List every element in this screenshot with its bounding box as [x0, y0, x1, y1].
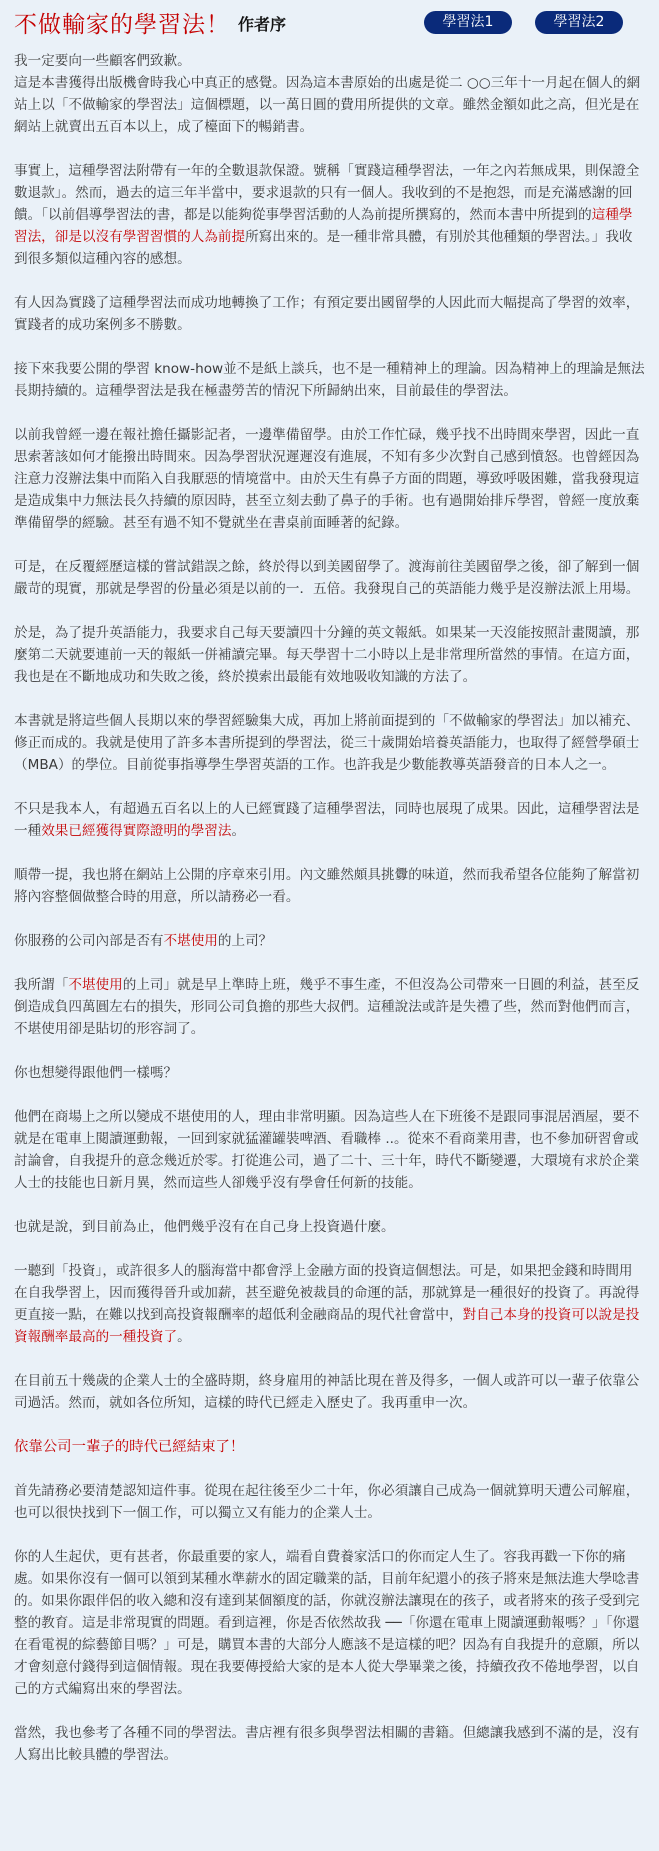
paragraph-text: 在目前五十幾歲的企業人士的全盛時期，終身雇用的神話比現在普及得多，一個人或許可以一輩子依靠公司過活。然而，就如各位所知，這樣的時代已經走入歷史了。我再重申一次。 [14, 1373, 640, 1411]
paragraph-text: 順帶一提，我也將在網站上公開的序章來引用。內文雖然頗具挑釁的味道，然而我希望各位能夠了解當初將內容整個做整合時的用意，所以請務必一看。 [14, 867, 640, 905]
article-paragraph [14, 1106, 645, 1194]
page-header [0, 0, 659, 44]
article-paragraph [14, 930, 645, 952]
highlighted-text: 這種學習法，卻是以沒有學習習慣的人為前提 [14, 207, 633, 245]
paragraph-text: 首先請務必要清楚認知這件事。從現在起往後至少二十年，你必須讓自己成為一個就算明天遭公司解雇，也可以很快找到下一個工作，可以獨立又有能力的企業人士。 [14, 1483, 640, 1521]
article-paragraph [14, 1062, 645, 1084]
article-paragraph [14, 556, 645, 600]
article-paragraph [14, 1546, 645, 1700]
paragraph-text: 於是，為了提升英語能力，我要求自己每天要讀四十分鐘的英文報紙。如果某一天沒能按照計畫閱讀，那麼第二天就要連前一天的報紙一併補讀完畢。每天學習十二小時以上是非常理所當然的事情。在這方面，我也是在不斷地成功和失敗之後，終於摸索出最能有效地吸收知識的方法了。 [14, 625, 640, 685]
paragraph-text: 當然，我也參考了各種不同的學習法。書店裡有很多與學習法相關的書籍。但總讓我感到不滿的是，沒有人寫出比較具體的學習法。 [14, 1725, 640, 1763]
paragraph-text: 你服務的公司內部是否有 [14, 933, 164, 949]
nav-button-method-2[interactable]: 學習法2 [535, 11, 623, 34]
paragraph-text: 所寫出來的。是一種非常具體，有別於其他種類的學習法。」我收到很多類似這種內容的感想。 [14, 229, 633, 267]
article-paragraph [14, 358, 645, 402]
paragraph-text: 。 [177, 1329, 191, 1345]
article-paragraph [14, 1436, 645, 1458]
paragraph-text: 我一定要向一些顧客們致歉。 這是本書獲得出版機會時我心中真正的感覺。因為這本書原始的出處是從二 ○○三年十一月起在個人的網站上以「不做輸家的學習法」這個標題，以一萬日圓的費用所提供的文章。雖然金額如此之高，但光是在網站上就賣出五百本以上，成了檯面下的暢銷書。 [14, 53, 641, 135]
nav-button-method-1[interactable]: 學習法1 [424, 11, 512, 34]
paragraph-text: 的上司」就是早上準時上班，幾乎不事生產，不但沒為公司帶來一日圓的利益，甚至反倒造成負四萬圓左右的損失，形同公司負擔的那些大叔們。這種說法或許是失禮了些，然而對他們而言，不堪使用卻是貼切的形容詞了。 [14, 977, 640, 1037]
article-paragraph [14, 1480, 645, 1524]
article-paragraph [14, 864, 645, 908]
article-paragraph [14, 1722, 645, 1766]
article-paragraph [14, 1216, 645, 1238]
article-paragraph [14, 1370, 645, 1414]
paragraph-text: 不只是我本人，有超過五百名以上的人已經實踐了這種學習法，同時也展現了成果。因此，這種學習法是一種 [14, 801, 640, 839]
paragraph-text: 本書就是將這些個人長期以來的學習經驗集大成，再加上將前面提到的「不做輸家的學習法」加以補充、修正而成的。我就是使用了許多本書所提到的學習法，從三十歲開始培養英語能力，也取得了經營學碩士（MBA）的學位。目前從事指導學生學習英語的工作。也許我是少數能教導英語發音的日本人之一。 [14, 713, 640, 773]
paragraph-text: 你也想變得跟他們一樣嗎？ [14, 1065, 178, 1081]
article-paragraph [14, 50, 645, 138]
paragraph-text: 事實上，這種學習法附帶有一年的全數退款保證。號稱「實踐這種學習法，一年之內若無成果，則保證全數退款」。然而，過去的這三年半當中，要求退款的只有一個人。我收到的不是抱怨，而是充滿感謝的回饋。「以前倡導學習法的書，都是以能夠從事學習活動的人為前提所撰寫的，然而本書中所提到的 [14, 163, 640, 223]
article-paragraph [14, 1260, 645, 1348]
paragraph-text: 一聽到「投資」，或許很多人的腦海當中都會浮上金融方面的投資這個想法。可是，如果把金錢和時間用在自我學習上，因而獲得晉升或加薪，甚至避免被裁員的命運的話，那就算是一種很好的投資了。再說得更直接一點，在難以找到高投資報酬率的超低利金融商品的現代社會當中， [14, 1263, 640, 1323]
article-paragraph [14, 798, 645, 842]
article-paragraph [14, 424, 645, 534]
paragraph-text: 有人因為實踐了這種學習法而成功地轉換了工作；有預定要出國留學的人因此而大幅提高了學習的效率，實踐者的成功案例多不勝數。 [14, 295, 640, 333]
paragraph-text: 也就是說，到目前為止，他們幾乎沒有在自己身上投資過什麼。 [14, 1219, 395, 1235]
page-title: 不做輸家的學習法！ [14, 12, 230, 38]
paragraph-text: 以前我曾經一邊在報社擔任攝影記者，一邊準備留學。由於工作忙碌，幾乎找不出時間來學習，因此一直思索著該如何才能撥出時間來。因為學習狀況遲遲沒有進展，不知有多少次對自己感到憤怒。也曾經因為注意力沒辦法集中而陷入自我厭惡的情境當中。由於天生有鼻子方面的問題，導致呼吸困難，當我發現這是造成集中力無法長久持續的原因時，甚至立刻去動了鼻子的手術。也有過開始排斥學習，曾經一度放棄準備留學的經驗。甚至有過不知不覺就坐在書桌前面睡著的紀錄。 [14, 427, 640, 531]
article-paragraph [14, 622, 645, 688]
article-paragraph [14, 710, 645, 776]
article-body [14, 50, 645, 1788]
paragraph-text: 我所謂「 [14, 977, 69, 993]
paragraph-text: 可是，在反覆經歷這樣的嘗試錯誤之餘，終於得以到美國留學了。渡海前往美國留學之後，卻了解到一個嚴苛的現實，那就是學習的份量必須是以前的一．五倍。我發現自己的英語能力幾乎是沒辦法派上用場。 [14, 559, 640, 597]
paragraph-text: 的上司？ [217, 933, 273, 949]
paragraph-text: 你的人生起伏，更有甚者，你最重要的家人，端看自費養家活口的你而定人生了。容我再戳一下你的痛處。如果你沒有一個可以領到某種水準薪水的固定職業的話，目前年紀還小的孩子將來是無法進大學唸書的。如果你跟伴侶的收入總和沒有達到某個額度的話，你就沒辦法讓現在的孩子，或者將來的孩子受到完整的教育。這是非常現實的問題。看到這裡，你是否依然故我 ──「你還在電車上閱讀運動報嗎？」「你還在看電視的綜藝節目嗎？」可是，購買本書的大部分人應該不是這樣的吧？因為有自我提升的意願，所以才會刻意付錢得到這個情報。現在我要傳授給大家的是本人從大學畢業之後，持續孜孜不倦地學習，以自己的方式編寫出來的學習法。 [14, 1549, 640, 1697]
paragraph-text: 接下來我要公開的學習 know-how並不是紙上談兵，也不是一種精神上的理論。因為精神上的理論是無法長期持續的。這種學習法是我在極盡勞苦的情況下所歸納出來，目前最佳的學習法。 [14, 361, 645, 399]
page-subtitle: 作者序 [238, 15, 287, 34]
highlighted-text: 效果已經獲得實際證明的學習法 [41, 823, 232, 839]
highlighted-text: 依靠公司一輩子的時代已經結束了！ [14, 1439, 245, 1455]
highlighted-text: 不堪使用 [163, 933, 218, 949]
paragraph-text: 他們在商場上之所以變成不堪使用的人，理由非常明顯。因為這些人在下班後不是跟同事混居酒屋，要不就是在電車上閱讀運動報，一回到家就猛灌罐裝啤酒、看職棒 ..。從來不看商業用書，也不參加研習會或討論會，自我提升的意念幾近於零。打從進公司，過了二十、三十年，時代不斷變遷，大環境有求於企業人士的技能也日新月異，然而這些人卻幾乎沒有學會任何新的技能。 [14, 1109, 640, 1191]
article-paragraph [14, 974, 645, 1040]
highlighted-text: 不堪使用 [68, 977, 123, 993]
paragraph-text: 。 [231, 823, 246, 839]
article-paragraph [14, 292, 645, 336]
highlighted-text: 對自己本身的投資可以說是投資報酬率最高的一種投資了 [14, 1307, 640, 1345]
article-paragraph [14, 160, 645, 270]
